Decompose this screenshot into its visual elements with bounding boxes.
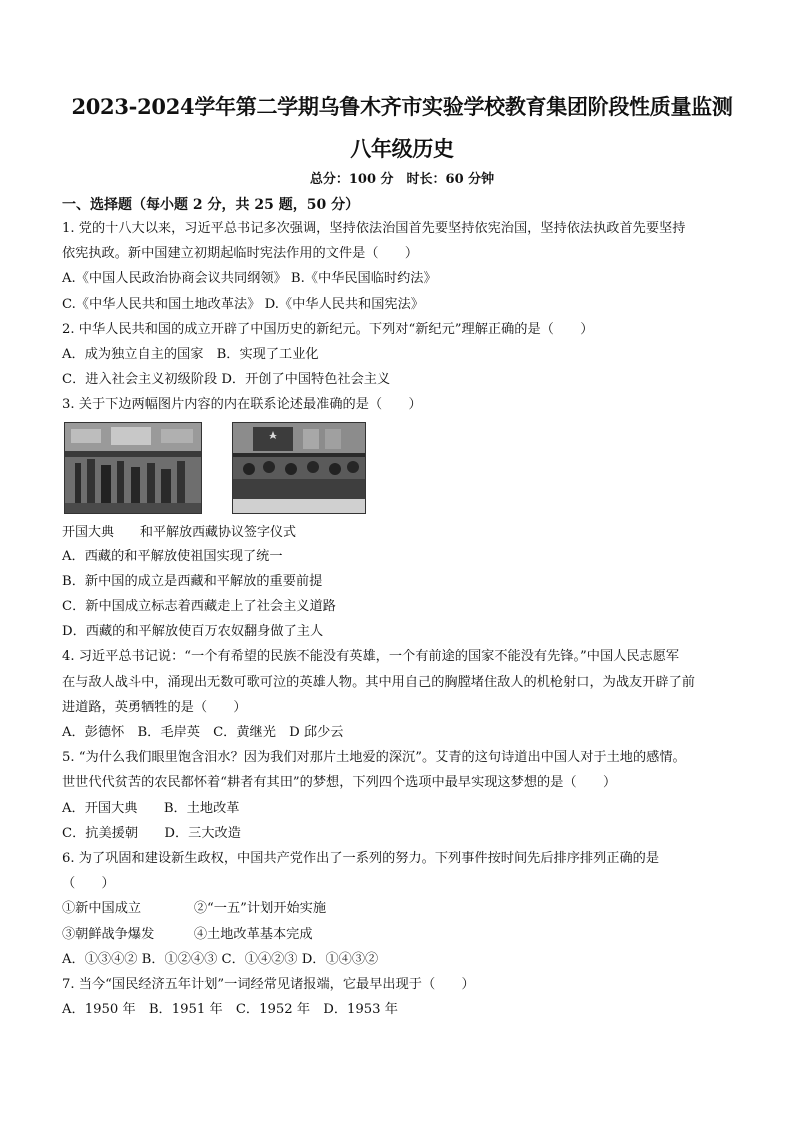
exam-meta: 总分：100 分 时长：60 分钟 [309, 172, 495, 187]
signing-ceremony-illustration [233, 423, 365, 513]
question-option: A.《中国人民政治协商会议共同纲领》 B.《中华民国临时约法》 [62, 271, 437, 287]
question-3-figures [62, 422, 742, 522]
question-line: 依宪执政。新中国建立初期起临时宪法作用的文件是（ ） [62, 246, 419, 262]
question-option: D．西藏的和平解放使百万农奴翻身做了主人 [62, 624, 324, 640]
exam-title: 2023-2024学年第二学期乌鲁木齐市实验学校教育集团阶段性质量监测 [71, 94, 733, 119]
question-line: 4. 习近平总书记说：“一个有希望的民族不能没有英雄，一个有前途的国家不能没有先锋。”中国人民志愿军 [62, 649, 680, 665]
question-option: C.《中华人民共和国土地改革法》 D.《中华人民共和国宪法》 [62, 296, 424, 312]
question-line: （ ） [62, 876, 115, 892]
question-option: A．开国大典 B．土地改革 [62, 800, 240, 816]
question-item: ③朝鲜战争爆发 ④土地改革基本完成 [62, 926, 313, 942]
founding-ceremony-illustration [65, 423, 201, 513]
question-line: 在与敌人战斗中，涌现出无数可歌可泣的英雄人物。其中用自己的胸膛堵住敌人的机枪射口，为战友开辟了前 [62, 674, 695, 690]
question-line: 1. 党的十八大以来，习近平总书记多次强调，坚持依法治国首先要坚持依宪治国，坚持依法执政首先要坚持 [62, 221, 686, 236]
figure-caption: 开国大典 和平解放西藏协议签字仪式 [62, 524, 297, 540]
question-line: 5. “为什么我们眼里饱含泪水？因为我们对那片土地爱的深沉”。艾青的这句诗道出中国人对于土地的感情。 [62, 750, 686, 766]
question-line: 3. 关于下边两幅图片内容的内在联系论述最准确的是（ ） [62, 397, 422, 413]
question-6 [62, 846, 742, 972]
section-heading: 一、选择题（每小题 2 分，共 25 题，50 分） [62, 197, 360, 213]
question-option: A．成为独立自主的国家 B．实现了工业化 [62, 347, 319, 363]
question-option: A．1950 年 B．1951 年 C．1952 年 D．1953 年 [62, 1002, 398, 1018]
question-line: 6. 为了巩固和建设新生政权，中国共产党作出了一系列的努力。下列事件按时间先后排序排列正确的是 [62, 851, 660, 867]
question-line: 世世代代贫苦的农民都怀着“耕者有其田”的梦想，下列四个选项中最早实现这梦想的是（ ） [62, 775, 617, 791]
question-option: A．彭德怀 B．毛岸英 C．黄继光 D 邱少云 [62, 725, 344, 741]
exam-subject: 八年级历史 [350, 136, 454, 161]
question-option: C．新中国成立标志着西藏走上了社会主义道路 [62, 599, 336, 615]
question-3 [62, 392, 742, 644]
question-option: C．进入社会主义初级阶段 D．开创了中国特色社会主义 [62, 372, 391, 388]
question-item: ①新中国成立 ②“一五”计划开始实施 [62, 901, 327, 917]
question-line: 2. 中华人民共和国的成立开辟了中国历史的新纪元。下列对“新纪元”理解正确的是（ ） [62, 321, 594, 337]
question-option: A．西藏的和平解放使祖国实现了统一 [62, 548, 283, 564]
question-option: A．①③④② B．①②④③ C．①④②③ D．①④③② [62, 951, 379, 967]
question-7 [62, 972, 742, 1022]
exam-page [62, 92, 742, 1022]
question-option: C．抗美援朝 D．三大改造 [62, 825, 241, 841]
question-line: 进道路，英勇牺牲的是（ ） [62, 699, 247, 715]
question-1 [62, 216, 742, 317]
tibet-agreement-signing-photo [232, 422, 366, 514]
question-line: 7. 当今“国民经济五年计划”一词经常见诸报端，它最早出现于（ ） [62, 977, 475, 993]
question-5 [62, 745, 742, 846]
question-4 [62, 644, 742, 745]
question-option: B．新中国的成立是西藏和平解放的重要前提 [62, 573, 323, 589]
question-2 [62, 317, 742, 393]
founding-ceremony-photo [64, 422, 202, 514]
